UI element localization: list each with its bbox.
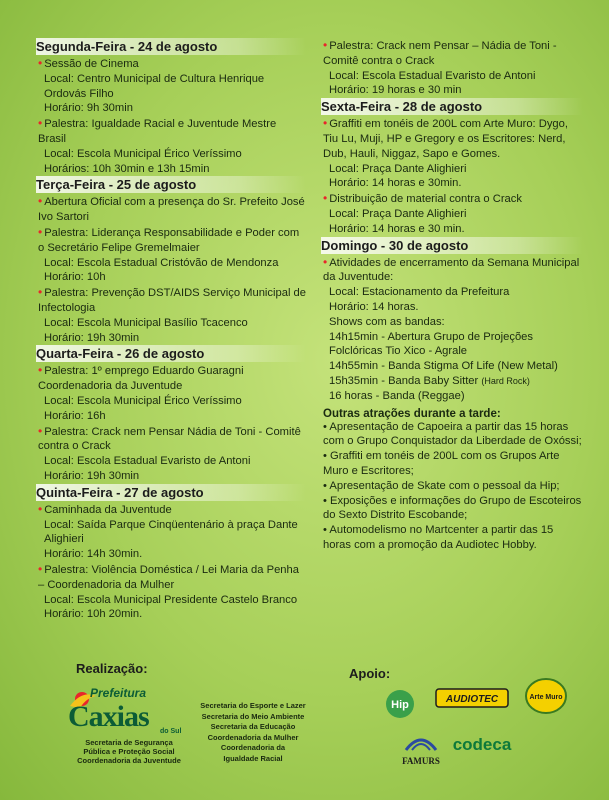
event-caminhada: • Caminhada da Juventude Local: Saída Parque Cinqüentenário à praça Dante Alighieri Horário: 14h 30min.	[38, 501, 298, 561]
hip-logo	[382, 686, 422, 722]
bullet-icon: •	[38, 116, 43, 131]
bullet-icon: •	[38, 501, 43, 516]
apoio-label: Apoio:	[349, 666, 391, 681]
day-heading-terca: Terça-Feira - 25 de agosto	[36, 176, 306, 193]
bullet-icon: •	[38, 285, 43, 300]
event-graffiti: • Graffiti em tonéis de 200L com Arte Muro: Dygo, Tiu Lu, Muji, HP e Gregory e os Escritores: Nerd, Dub, Hauli, Niggaz, Sapo e Gomes. Local: Praça Dante Alighieri Horário: 14 horas e 30min.	[323, 116, 568, 190]
bullet-icon: •	[38, 224, 43, 239]
secretarias-list: Secretaria do Esporte e Lazer Secretaria do Meio Ambiente Secretaria da Educação Coordenadoria da Mulher Coordenadoria da Igualdade Racial	[200, 701, 306, 763]
event-igualdade-racial: • Palestra: Igualdade Racial e Juventude Mestre Brasil Local: Escola Municipal Érico Veríssimo Horários: 10h 30min e 13h 15min	[38, 116, 277, 175]
list-item: • Automodelismo no Martcenter a partir das 15 horas com a promoção da Audiotec Hobby.	[323, 524, 554, 551]
event-primeiro-emprego: • Palestra: 1º emprego Eduardo Guaragni Coordenadoria da Juventude Local: Escola Municipal Érico Veríssimo Horário: 16h	[38, 363, 244, 422]
event-distribuicao-material: • Distribuição de material contra o Crack Local: Praça Dante Alighieri Horário: 14 horas e 30 min.	[323, 191, 522, 235]
event-cinema: • Sessão de Cinema Local: Centro Municipal de Cultura Henrique Ordovás Filho Horário: 9h 30min	[38, 56, 265, 115]
bullet-icon: •	[323, 254, 328, 269]
hip-logo-icon	[382, 686, 422, 722]
famurs-logo	[398, 728, 444, 768]
outras-atracoes-list	[323, 420, 583, 553]
day-heading-quarta: Quarta-Feira - 26 de agosto	[36, 345, 306, 362]
audiotec-logo	[434, 686, 510, 712]
day-heading-domingo: Domingo - 30 de agosto	[321, 237, 583, 254]
svg-text:Hip: Hip	[391, 699, 409, 711]
bullet-icon: •	[323, 116, 328, 131]
realizacao-label: Realização:	[76, 661, 148, 676]
svg-text:codeca: codeca	[452, 735, 512, 754]
event-encerramento: • Atividades de encerramento da Semana Municipal da Juventude: Local: Estacionamento da Prefeitura Horário: 14 horas. Shows com as bandas: 14h15min - Abertura Grupo de Projeções Folclóricas Tio Xico - Agrale 14h55min - Banda Stigma Of Life (New Metal) 15h35min - Banda Baby Sitter (Hard Rock) 16 horas - Banda (Reggae)	[323, 255, 583, 404]
right-column	[323, 38, 583, 553]
list-item: • Exposições e informações do Grupo de Escoteiros do Sexto Distrito Escobande;	[323, 494, 582, 522]
codeca-logo-icon	[450, 724, 514, 764]
outras-atracoes-title: Outras atrações durante a tarde:	[323, 407, 501, 420]
day-heading-segunda: Segunda-Feira - 24 de agosto	[36, 38, 306, 55]
codeca-logo	[450, 724, 514, 764]
event-crack-nem-pensar: • Palestra: Crack nem Pensar Nádia de Toni - Comitê contra o Crack Local: Escola Estadual Evaristo de Antoni Horário: 19h 30min	[38, 423, 301, 482]
bullet-icon: •	[323, 191, 328, 206]
prefeitura-caxias-logo: Prefeitura Caxias do Sul	[68, 686, 182, 735]
list-item: • Graffiti em tonéis de 200L com os Grupos Arte Muro e Escritores;	[323, 450, 560, 477]
event-crack-nem-pensar-quinta: • Palestra: Crack nem Pensar – Nádia de Toni - Comitê contra o Crack Local: Escola Estadual Evaristo de Antoni Horário: 19 horas e 30 min	[323, 38, 557, 97]
svg-text:AUDIOTEC: AUDIOTEC	[445, 694, 499, 705]
event-dst-aids: • Palestra: Prevenção DST/AIDS Serviço Municipal de Infectologia Local: Escola Municipal Basílio Tcacenco Horário: 19h 30min	[38, 285, 306, 344]
arte-muro-logo	[524, 676, 568, 716]
day-heading-quinta: Quinta-Feira - 27 de agosto	[36, 484, 306, 501]
event-lideranca: • Palestra: Liderança Responsabilidade e Poder com o Secretário Felipe Gremelmaier Local: Escola Estadual Cristóvão de Mendonza Horário: 10h	[38, 224, 300, 284]
bullet-icon: •	[38, 56, 43, 70]
event-violencia-domestica: • Palestra: Violência Doméstica / Lei Maria da Penha – Coordenadoria da Mulher Local: Escola Municipal Presidente Castelo Branco Horário: 10h 20min.	[38, 561, 299, 621]
day-heading-sexta: Sexta-Feira - 28 de agosto	[321, 98, 583, 115]
svg-text:Arte Muro: Arte Muro	[529, 694, 563, 701]
band-baby-sitter: 15h35min - Banda Baby Sitter (Hard Rock)	[329, 374, 530, 387]
event-abertura: • Abertura Oficial com a presença do Sr. Prefeito José Ivo Sartori	[38, 194, 305, 224]
bullet-icon: •	[38, 561, 43, 576]
bullet-icon: •	[38, 194, 43, 209]
svg-text:FAMURS: FAMURS	[402, 756, 440, 766]
list-item: • Apresentação de Capoeira a partir das 15 horas com o Grupo Conquistador da Liberdade de Oxóssi;	[323, 420, 582, 448]
secretaria-seguranca: Secretaria de Segurança Pública e Proteção Social Coordenadoria da Juventude	[77, 738, 181, 765]
list-item: • Apresentação de Skate com o pessoal da Hip;	[323, 479, 560, 492]
bullet-icon: •	[38, 423, 43, 438]
arte-muro-logo-icon	[524, 676, 568, 716]
bullet-icon: •	[323, 38, 328, 52]
left-column	[38, 38, 306, 622]
audiotec-logo-icon	[434, 686, 510, 712]
famurs-logo-icon	[398, 728, 444, 768]
bullet-icon: •	[38, 363, 43, 378]
